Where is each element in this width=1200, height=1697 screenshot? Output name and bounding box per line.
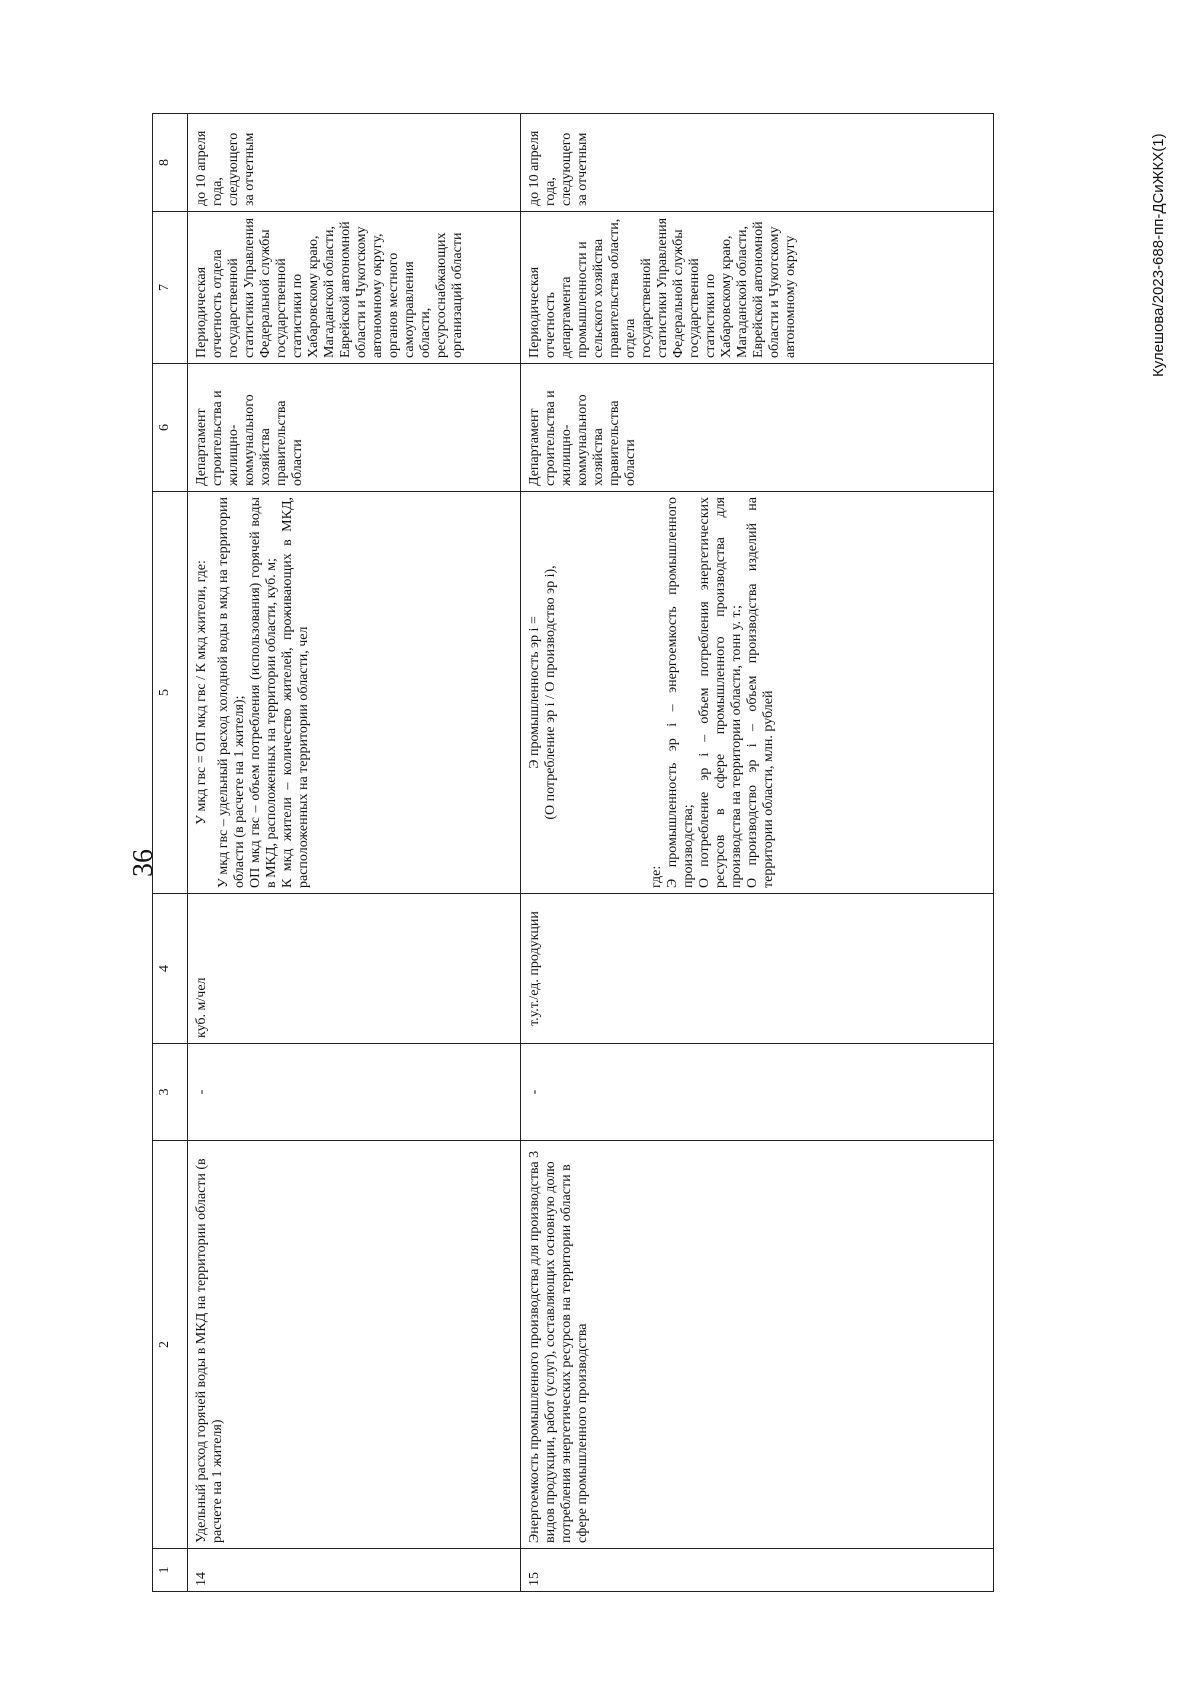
column-header-2: 2 xyxy=(153,1141,188,1549)
formula-cell xyxy=(188,492,521,894)
formula-explanation-line: О потребление эр i – объем потребления энергетических ресурсов в сфере промышленного производства для производства на территории области, тонн у. т.; xyxy=(697,497,744,888)
formula-cell xyxy=(521,492,994,894)
column-number-row xyxy=(153,114,188,1592)
base-value-cell: - xyxy=(521,1044,994,1141)
table-row xyxy=(521,114,994,1592)
indicator-name: Энергоемкость промышленного производства для производства 3 видов продукции, работ (услуг), составляющих основную долю потребления энергетических ресурсов на территории области в сфере промышленного производства xyxy=(521,1141,994,1549)
column-header-3: 3 xyxy=(153,1044,188,1141)
formula-explanation-line: О производство эр i – объем производства изделий на территории области, млн. рублей xyxy=(745,497,776,888)
formula-explanation-line: Э промышленность эр i – энергоемкость промышленного производства; xyxy=(665,497,696,888)
column-header-1: 1 xyxy=(153,1549,188,1592)
indicator-name: Удельный расход горячей воды в МКД на территории области (в расчете на 1 жителя) xyxy=(188,1141,521,1549)
unit-cell: т.у.т./ед. продукции xyxy=(521,894,994,1044)
data-source: Периодическая отчетность департамента промышленности и сельского хозяйства правительства области, отдела государственной статистики Управления Федеральной службы государственной статистики по Хабаровскому краю, Магаданской области, Еврейской автономной области и Чукотскому автономному округу xyxy=(521,212,994,364)
base-value-cell: - xyxy=(188,1044,521,1141)
column-header-7: 7 xyxy=(153,212,188,364)
formula-explanation-line: К мкд жители – количество жителей, проживающих в МКД, расположенных на территории области, чел xyxy=(280,497,311,888)
formula: Э промышленность эр i = xyxy=(527,616,542,769)
deadline: до 10 апреля года, следующего за отчетным xyxy=(521,114,994,212)
page-number: 36 xyxy=(128,849,159,877)
formula: У мкд гвс = ОП мкд гвс / К мкд жители, где: xyxy=(194,560,209,825)
column-header-4: 4 xyxy=(153,894,188,1044)
row-number: 14 xyxy=(188,1549,521,1592)
table-row xyxy=(188,114,521,1592)
column-header-8: 8 xyxy=(153,114,188,212)
unit-cell: куб. м/чел xyxy=(188,894,521,1044)
deadline: до 10 апреля года, следующего за отчетным xyxy=(188,114,521,212)
formula: (О потребление эр i / О производство эр i), xyxy=(543,565,558,820)
indicators-table xyxy=(152,113,994,1592)
document-reference: Кулешова/2023-688-пп-ДСиЖКХ(1) xyxy=(1150,133,1167,377)
formula-explanation-line: ОП мкд гвс – объем потребления (использования) горячей воды в МКД, расположенных на территории области, куб. м; xyxy=(248,497,279,888)
data-source: Периодическая отчетность отдела государственной статистики Управления Федеральной службы государственной статистики по Хабаровскому краю, Магаданской области, Еврейской автономной области и Чукотскому автономному округу, органов местного самоуправления области, ресурсоснабжающих организаций области xyxy=(188,212,521,364)
responsible-body: Департамент строительства и жилищно-коммунального хозяйства правительства области xyxy=(521,364,994,492)
responsible-body: Департамент строительства и жилищно-коммунального хозяйства правительства области xyxy=(188,364,521,492)
formula-explanation-line: У мкд гвс – удельный расход холодной воды в мкд на территории области (в расчете на 1 жителя); xyxy=(216,497,247,888)
row-number: 15 xyxy=(521,1549,994,1592)
column-header-6: 6 xyxy=(153,364,188,492)
formula-explanation-line: где: xyxy=(649,865,664,888)
column-header-5: 5 xyxy=(153,492,188,894)
